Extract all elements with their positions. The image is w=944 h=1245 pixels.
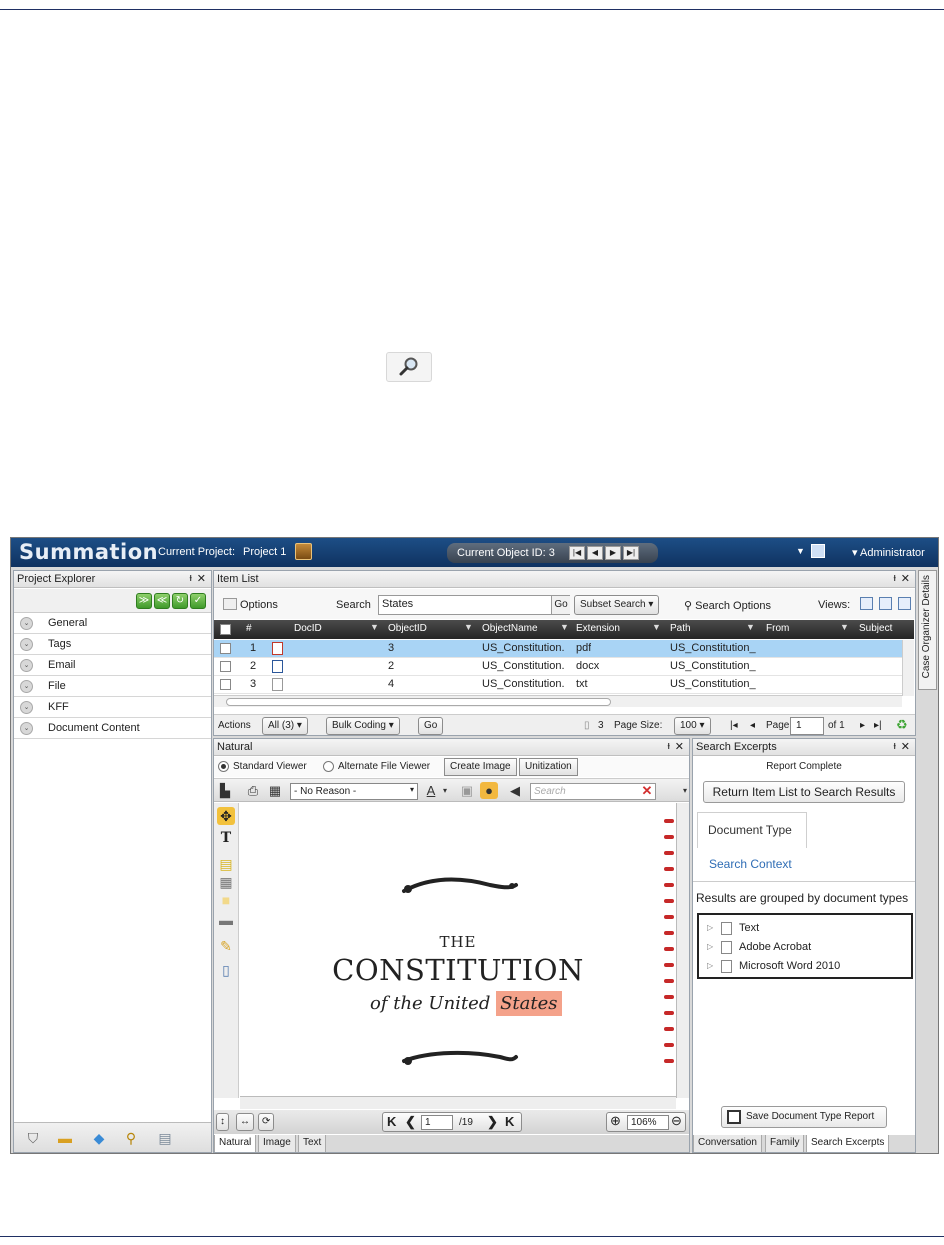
pin-icon[interactable]: ᵻ [893,572,896,584]
return-to-search-results-button[interactable]: Return Item List to Search Results [703,781,905,803]
project-box-icon[interactable] [295,543,312,560]
row-objectname: US_Constitution. [482,660,565,672]
pin-icon[interactable]: ᵻ [667,740,670,752]
explorer-item-label: Document Content [48,722,140,734]
page-size-dropdown[interactable]: 100 ▾ [674,717,711,735]
document-title-constitution: CONSTITUTION [332,953,584,987]
case-organizer-details-dock[interactable] [918,570,937,690]
apply-check-icon[interactable]: ✓ [190,593,206,609]
row-objectid: 2 [388,660,395,672]
viewer-toolbar [214,778,689,802]
column-path[interactable]: Path [670,623,691,634]
standard-viewer-radio[interactable] [218,761,229,772]
column-objectname[interactable]: ObjectName [482,623,538,634]
search-hit-highlight[interactable]: States [496,991,561,1016]
filter-icon[interactable]: ▼ [560,622,569,632]
pan-tool-icon[interactable]: ✥ [217,807,235,825]
item-list-toolbar [214,589,915,619]
filter-icon[interactable]: ⛉ [27,1130,39,1146]
document-preview [240,803,676,1098]
stamp-icon[interactable]: ▙ [220,783,230,798]
chevron-down-icon[interactable]: ⌄ [20,638,33,651]
table-row[interactable] [214,658,904,676]
chevron-down-icon[interactable]: ⌄ [20,659,33,672]
document-subtitle-text: of the United [370,993,497,1014]
document-vertical-scrollbar[interactable] [676,803,689,1098]
next-page-icon[interactable]: ❯ [487,1114,498,1129]
project-explorer-title: Project Explorer [17,573,96,585]
search-excerpts-header [693,739,915,756]
search-excerpts-title: Search Excerpts [696,741,777,753]
fit-height-icon[interactable]: ↕ [216,1113,229,1131]
app-header [11,538,938,567]
last-object-button[interactable]: ▶| [623,546,639,560]
user-menu[interactable]: ▾ Administrator [852,547,925,559]
explorer-item-kff[interactable] [14,698,211,718]
first-object-button[interactable]: |◀ [569,546,585,560]
explorer-item-label: Tags [48,638,72,650]
bulk-coding-dropdown[interactable]: Bulk Coding ▾ [326,717,400,735]
document-type-tree [697,913,913,979]
zoom-out-icon[interactable]: ⊖ [671,1113,682,1128]
actions-value: All (3) [268,720,295,731]
filter-icon[interactable]: ▼ [464,622,473,632]
hit-markers [662,819,676,1064]
filter-icon[interactable]: ▼ [746,622,755,632]
collapse-all-icon[interactable]: ≪ [154,593,170,609]
magnifier-icon [398,356,420,378]
search-icon: ⚲ [684,600,693,612]
window-layout-icon[interactable] [811,544,825,558]
save-document-type-report-button[interactable] [721,1106,887,1128]
row-extension: pdf [576,642,592,654]
database-icon[interactable]: ▤ [158,1130,172,1146]
tree-item-label: Text [739,922,760,934]
row-checkbox[interactable] [220,643,231,654]
column-number[interactable]: # [246,623,252,634]
bar-tool-icon[interactable]: ▬ [219,912,233,928]
document-icon [721,941,732,954]
options-button[interactable]: Options [240,599,278,611]
refresh-icon[interactable]: ↻ [172,593,188,609]
thumbnail-view-icon[interactable] [879,597,892,610]
row-number: 2 [250,660,257,672]
scroll-thumb[interactable] [226,698,611,706]
explorer-item-email[interactable] [14,656,211,676]
document-count-icon: ▯ [584,720,590,731]
unitization-button[interactable]: Unitization [519,758,578,776]
tab-family[interactable]: Family [765,1135,804,1153]
previous-page-icon[interactable]: ❮ [405,1114,416,1129]
search-excerpts-panel [692,738,916,1153]
explorer-item-document-content[interactable] [14,719,211,739]
back-arrow-icon[interactable]: ◀ [510,783,520,798]
expand-arrow-icon[interactable]: ▷ [707,961,714,970]
document-subtitle [370,993,562,1014]
save-report-label: Save Document Type Report [746,1111,875,1122]
column-docid[interactable]: DocID [294,623,322,634]
list-view-icon[interactable] [860,597,873,610]
close-icon[interactable]: ✕ [674,741,684,753]
item-list-panel [213,570,916,736]
close-icon[interactable]: ✕ [196,573,206,585]
chevron-down-icon[interactable]: ⌄ [20,722,33,735]
row-path: US_Constitution_ [670,660,756,672]
explorer-item-label: File [48,680,66,692]
zoom-control [606,1112,686,1132]
tab-search-context[interactable]: Search Context [709,857,792,871]
document-title-the: THE [439,933,477,951]
flourish-bottom-icon [400,1049,520,1073]
chevron-down-icon[interactable]: ▾ [442,786,447,795]
actions-dropdown[interactable]: All (3) ▾ [262,717,308,735]
row-extension: docx [576,660,600,672]
explorer-item-label: KFF [48,701,69,713]
row-number: 3 [250,678,257,690]
save-icon[interactable]: ▣ [460,783,474,798]
row-number: 1 [250,642,257,654]
previous-object-button[interactable]: ◀ [587,546,603,560]
project-explorer-toolbar [14,589,211,613]
save-icon [727,1110,741,1124]
redaction-reason-dropdown[interactable] [290,783,418,800]
expand-all-icon[interactable]: ≫ [136,593,152,609]
explorer-item-label: General [48,617,88,629]
filter-icon[interactable]: ▼ [840,622,849,632]
reason-value: - No Reason - [294,786,357,797]
page-label: Page [766,720,790,731]
next-object-button[interactable]: ▶ [605,546,621,560]
options-icon[interactable] [223,598,237,610]
subset-search-label: Subset Search [580,599,646,610]
chevron-down-icon: ▾ [409,785,414,794]
magnifier-button[interactable] [386,352,432,382]
page-size-label: Page Size: [614,720,663,731]
user-name: Administrator [859,547,925,559]
chevron-down-icon[interactable]: ⌄ [20,617,33,630]
expand-arrow-icon[interactable]: ▷ [707,942,714,951]
close-icon[interactable]: ✕ [900,573,910,585]
clear-search-icon[interactable]: ✕ [641,783,653,798]
row-objectname: US_Constitution. [482,642,565,654]
pin-icon[interactable]: ᵻ [893,740,896,752]
report-status: Report Complete [766,761,842,772]
column-from[interactable]: From [766,623,790,634]
viewer-footer [214,1110,689,1134]
bulk-coding-label: Bulk Coding [332,720,386,731]
chevron-down-icon[interactable]: ⌄ [20,680,33,693]
tag-icon[interactable]: ◆ [93,1130,105,1146]
chevron-down-icon[interactable]: ⌄ [20,701,33,714]
font-color-icon[interactable]: A [426,783,436,798]
refresh-icon[interactable]: ♻ [896,717,908,732]
rotate-page-icon[interactable]: ⟳ [258,1113,274,1131]
search-input[interactable]: States [378,595,570,615]
item-list-footer [214,714,915,736]
row-path: US_Constitution_ [670,642,756,654]
tab-document-type[interactable]: Document Type [697,812,807,848]
row-objectid: 3 [388,642,395,654]
explorer-item-label: Email [48,659,76,671]
alternate-viewer-label: Alternate File Viewer [338,761,431,772]
tree-item-label: Adobe Acrobat [739,941,812,953]
tree-item-label: Microsoft Word 2010 [739,960,841,972]
note-tool-icon[interactable]: ■ [221,892,231,908]
explorer-item-tags[interactable] [14,635,211,655]
table-row[interactable] [214,640,904,658]
row-checkbox[interactable] [220,679,231,690]
annotation-edit-icon[interactable]: ✎ [220,938,232,954]
annotation-sidebar [214,803,239,1098]
viewer-tabs [214,1135,689,1153]
explorer-bottom-toolbar [14,1122,211,1152]
actions-go-button[interactable]: Go [418,717,443,735]
page-size-value: 100 [680,720,697,731]
tab-natural[interactable]: Natural [214,1135,256,1153]
viewer-search-input[interactable]: Search [530,783,656,800]
zoom-level[interactable]: 106% [627,1115,669,1130]
close-icon[interactable]: ✕ [900,741,910,753]
last-page-button[interactable]: ▸| [874,720,882,731]
divider [693,881,915,882]
column-subject[interactable]: Subject [859,623,893,634]
pin-icon[interactable]: ᵻ [189,572,192,584]
flourish-top-icon [400,875,520,899]
row-checkbox[interactable] [220,661,231,672]
comment-icon[interactable]: ● [480,782,498,799]
redact-tool-icon[interactable]: ▦ [219,874,233,890]
next-page-button[interactable]: ▸ [860,720,866,731]
filter-icon[interactable]: ▼ [652,622,661,632]
previous-page-button[interactable]: ◂ [750,720,756,731]
natural-viewer-panel [213,738,690,1153]
first-page-icon[interactable]: K [387,1114,397,1129]
row-extension: txt [576,678,588,690]
page-input[interactable]: 1 [790,717,824,735]
vertical-scrollbar[interactable] [902,640,914,696]
search-options-label: Search Options [695,600,771,612]
item-list-header [214,571,915,588]
row-objectid: 4 [388,678,395,690]
column-objectid[interactable]: ObjectID [388,623,427,634]
fit-width-icon[interactable]: ↔ [236,1113,254,1131]
word-icon [272,660,283,673]
item-list-title: Item List [217,573,259,585]
tab-image[interactable]: Image [258,1135,296,1153]
project-explorer-header [14,571,211,588]
filter-icon[interactable]: ▼ [370,622,379,632]
bottom-rule [0,1236,944,1237]
page-of-label: of 1 [828,720,845,731]
current-object-id-label: Current Object ID: 3 [457,547,555,559]
tab-search-excerpts[interactable]: Search Excerpts [806,1135,889,1153]
zoom-in-icon[interactable]: ⊕ [610,1113,621,1128]
explorer-item-file[interactable] [14,677,211,697]
page-navigator [382,1112,522,1132]
print-icon[interactable]: ⎙ [247,783,259,798]
tab-conversation[interactable]: Conversation [693,1135,762,1153]
search-go-button[interactable]: Go [551,596,570,614]
text-file-icon [272,678,283,691]
search-options-button[interactable] [684,599,771,612]
app-logo: Summation [19,540,159,564]
layout-dropdown-icon[interactable]: ▼ [796,546,805,556]
last-page-icon[interactable]: K [505,1114,515,1129]
top-rule [0,9,944,10]
subset-search-dropdown[interactable]: Subset Search ▾ [574,595,659,615]
case-organizer-details-label: Case Organizer Details [921,575,932,679]
standard-viewer-label: Standard Viewer [233,761,307,772]
grouping-description: Results are grouped by document types [696,891,909,905]
document-horizontal-scrollbar[interactable] [240,1096,676,1109]
document-count: 3 [598,720,604,731]
current-project-label: Current Project: [158,546,236,558]
search-icon[interactable]: ⚲ [125,1130,137,1146]
natural-viewer-title: Natural [217,741,253,753]
first-page-button[interactable]: |◂ [730,720,738,731]
viewer-options [214,757,689,777]
toolbar-overflow-icon[interactable]: ▾ [682,786,687,795]
page-number-input[interactable]: 1 [421,1115,453,1130]
page-total: /19 [459,1117,473,1128]
expand-arrow-icon[interactable]: ▷ [707,923,714,932]
document-icon [721,960,732,973]
table-row[interactable] [214,676,904,694]
document-icon [721,922,732,935]
row-path: US_Constitution_ [670,678,756,690]
column-extension[interactable]: Extension [576,623,620,634]
horizontal-scrollbar[interactable] [214,695,902,707]
redaction-icon[interactable]: ▦ [268,783,282,798]
actions-label: Actions [218,720,251,731]
tab-text[interactable]: Text [298,1135,326,1153]
text-tool-icon[interactable]: T [220,830,232,846]
alternate-viewer-radio[interactable] [323,761,334,772]
summation-app [10,537,939,1154]
create-image-button[interactable]: Create Image [444,758,517,776]
search-label: Search [336,599,371,611]
natural-viewer-header [214,739,689,756]
current-project-name[interactable]: Project 1 [243,546,287,558]
grid-header [214,620,914,639]
grid-view-icon[interactable] [898,597,911,610]
highlight-tool-icon[interactable]: ▤ [219,856,233,872]
current-object-id-bar [447,543,658,563]
project-explorer-panel [13,570,212,1153]
bottom-tabs [693,1135,916,1153]
row-objectname: US_Constitution. [482,678,565,690]
folder-icon[interactable]: ▬ [58,1130,72,1146]
pdf-icon [272,642,283,655]
select-all-checkbox[interactable] [220,624,231,635]
document-tool-icon[interactable]: ▯ [222,962,230,978]
explorer-item-general[interactable] [14,614,211,634]
views-label: Views: [818,599,851,611]
